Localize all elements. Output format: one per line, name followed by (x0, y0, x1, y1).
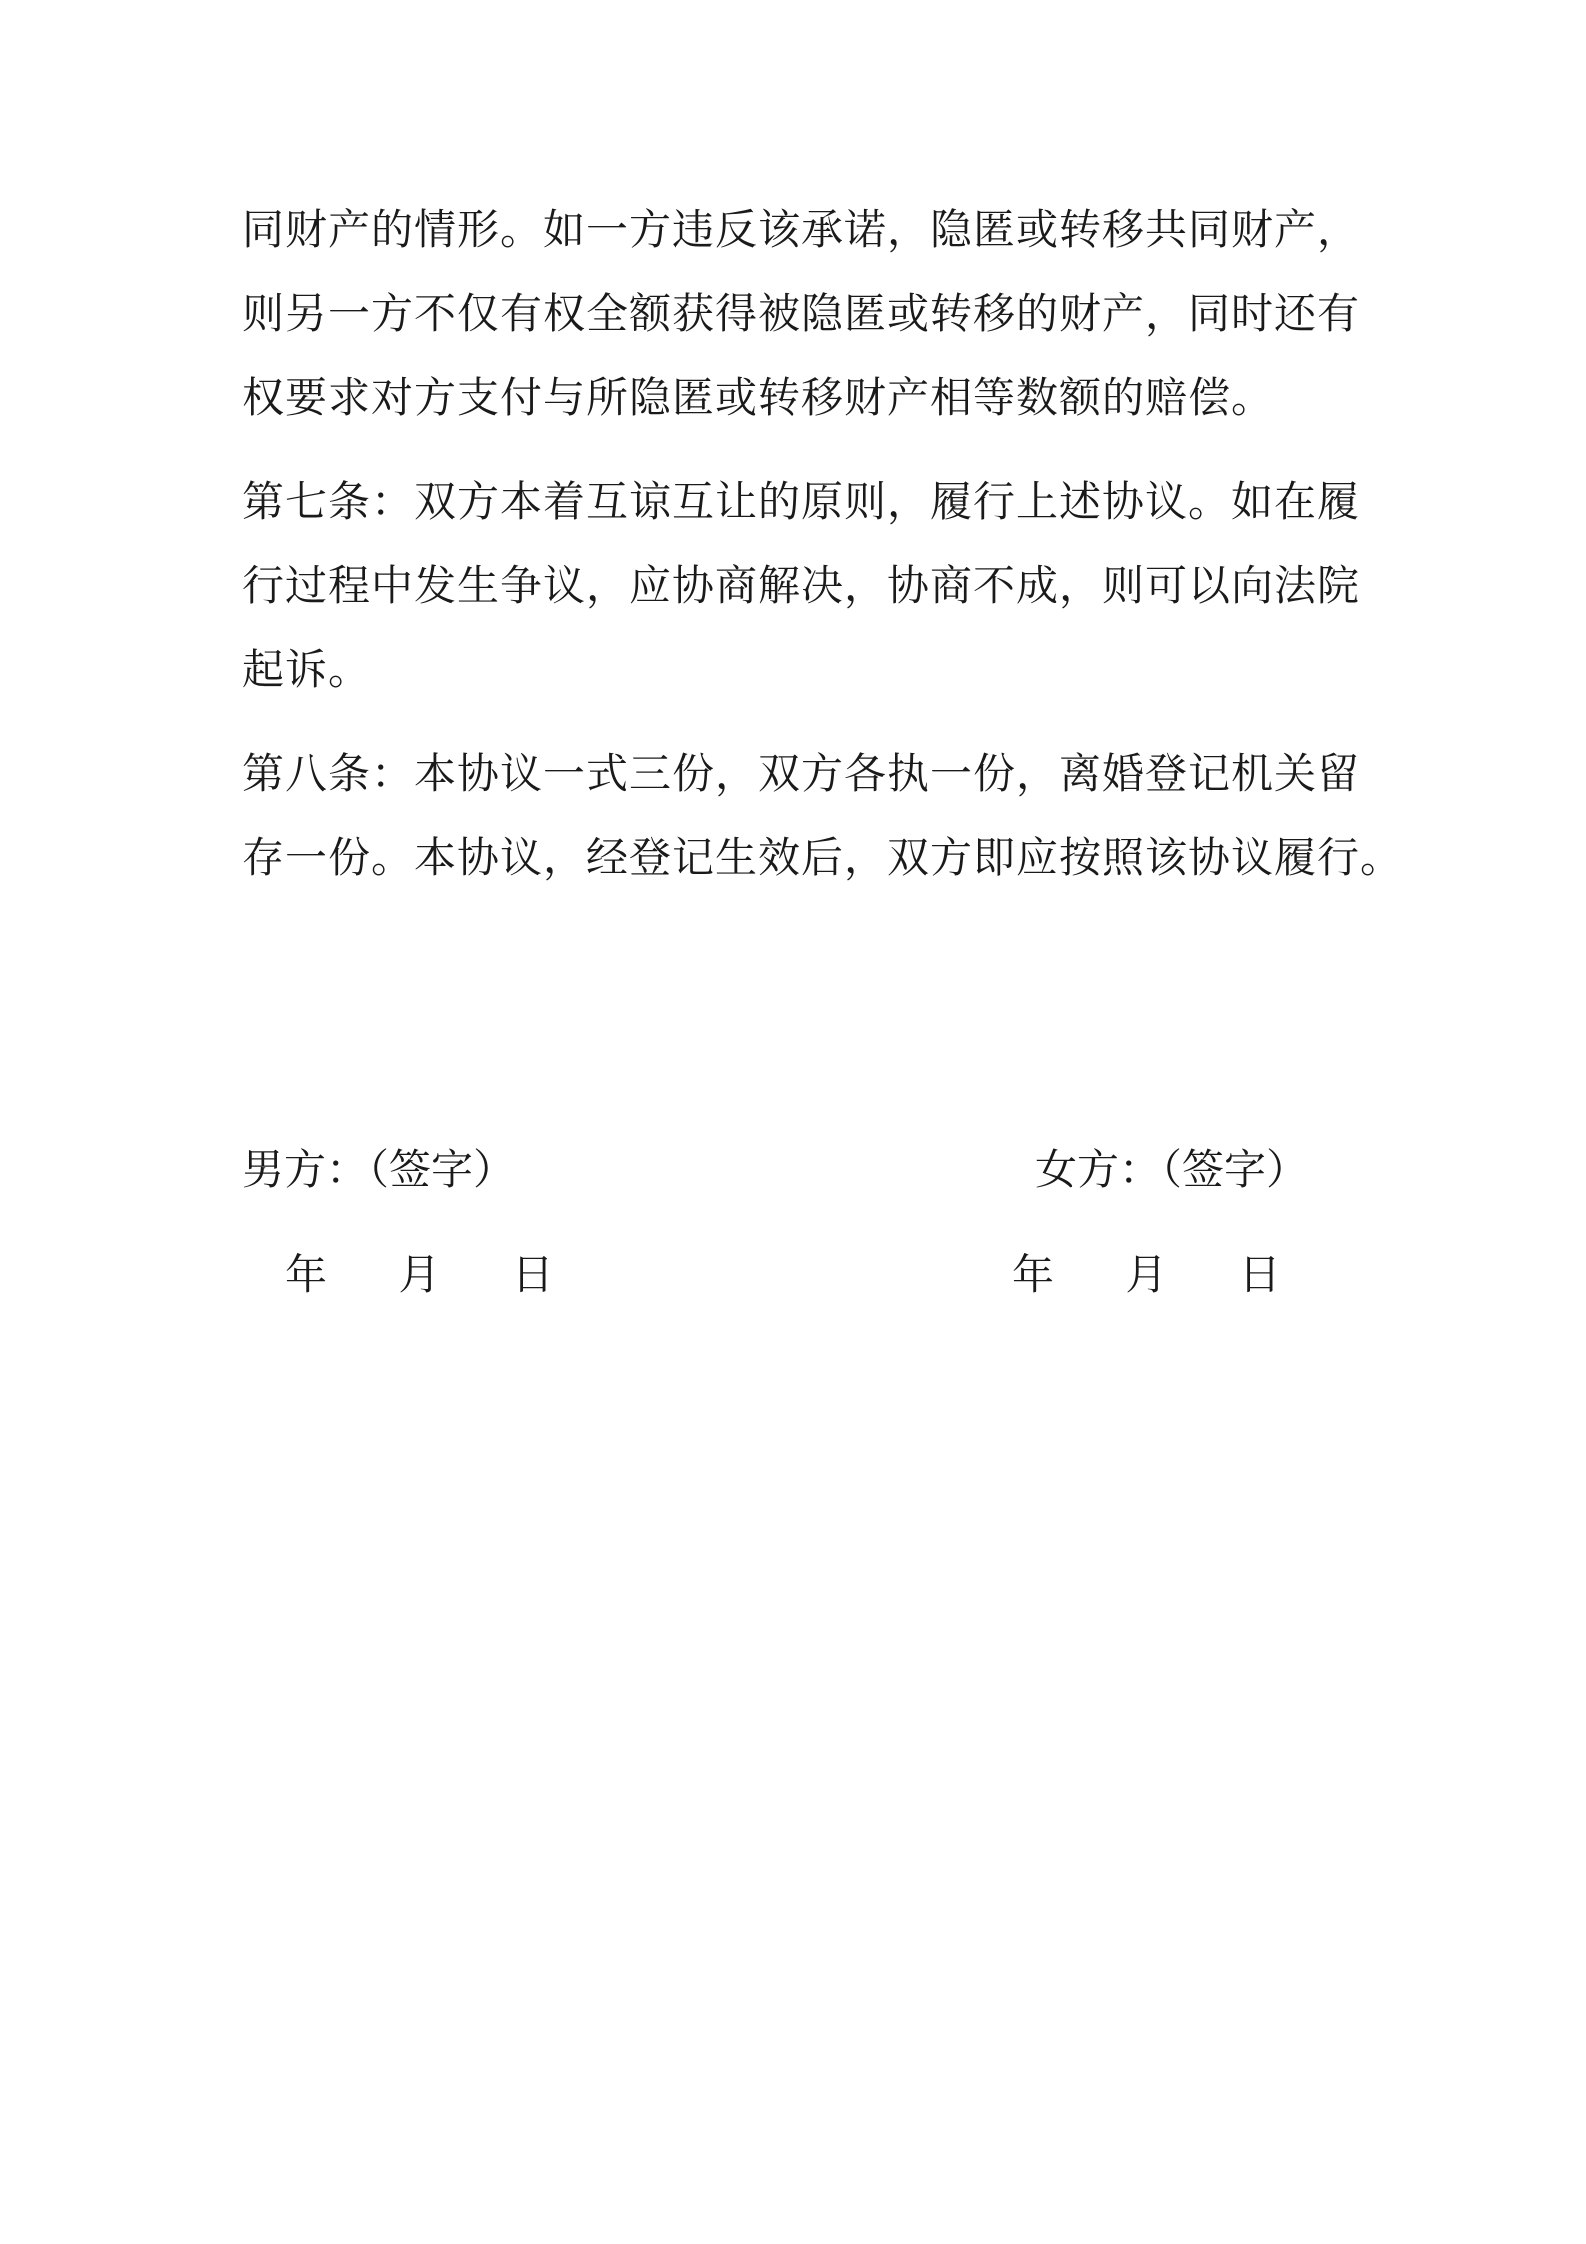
paragraph-line: 则另一方不仅有权全额获得被隐匿或转移的财产，同时还有 (242, 289, 1361, 338)
article-eight-paragraph (242, 732, 1404, 900)
male-signature-label: 男方：（签字） (242, 1145, 516, 1194)
date-month-label: 月 (398, 1250, 441, 1299)
paragraph-line: 起诉。 (242, 645, 372, 694)
paragraph-line: 第七条：双方本着互谅互让的原则，履行上述协议。如在履 (242, 477, 1361, 526)
paragraph-line: 同财产的情形。如一方违反该承诺，隐匿或转移共同财产， (242, 205, 1361, 254)
paragraph-line: 第八条：本协议一式三份，双方各执一份，离婚登记机关留 (242, 749, 1361, 798)
male-signature-date (285, 1245, 554, 1305)
paragraph-line: 存一份。本协议，经登记生效后，双方即应按照该协议履行。 (242, 833, 1404, 882)
paragraph-line: 权要求对方支付与所隐匿或转移财产相等数额的赔偿。 (242, 373, 1275, 422)
paragraph-line: 行过程中发生争议，应协商解决，协商不成，则可以向法院 (242, 561, 1361, 610)
article-seven-paragraph (242, 460, 1362, 712)
date-month-label: 月 (1125, 1250, 1168, 1299)
date-day-label: 日 (1238, 1250, 1281, 1299)
female-signature-date (1012, 1245, 1281, 1305)
female-signature-label: 女方：（签字） (1035, 1145, 1309, 1194)
property-clause-paragraph (242, 188, 1362, 440)
date-year-label: 年 (285, 1250, 328, 1299)
date-year-label: 年 (1012, 1250, 1055, 1299)
date-day-label: 日 (511, 1250, 554, 1299)
